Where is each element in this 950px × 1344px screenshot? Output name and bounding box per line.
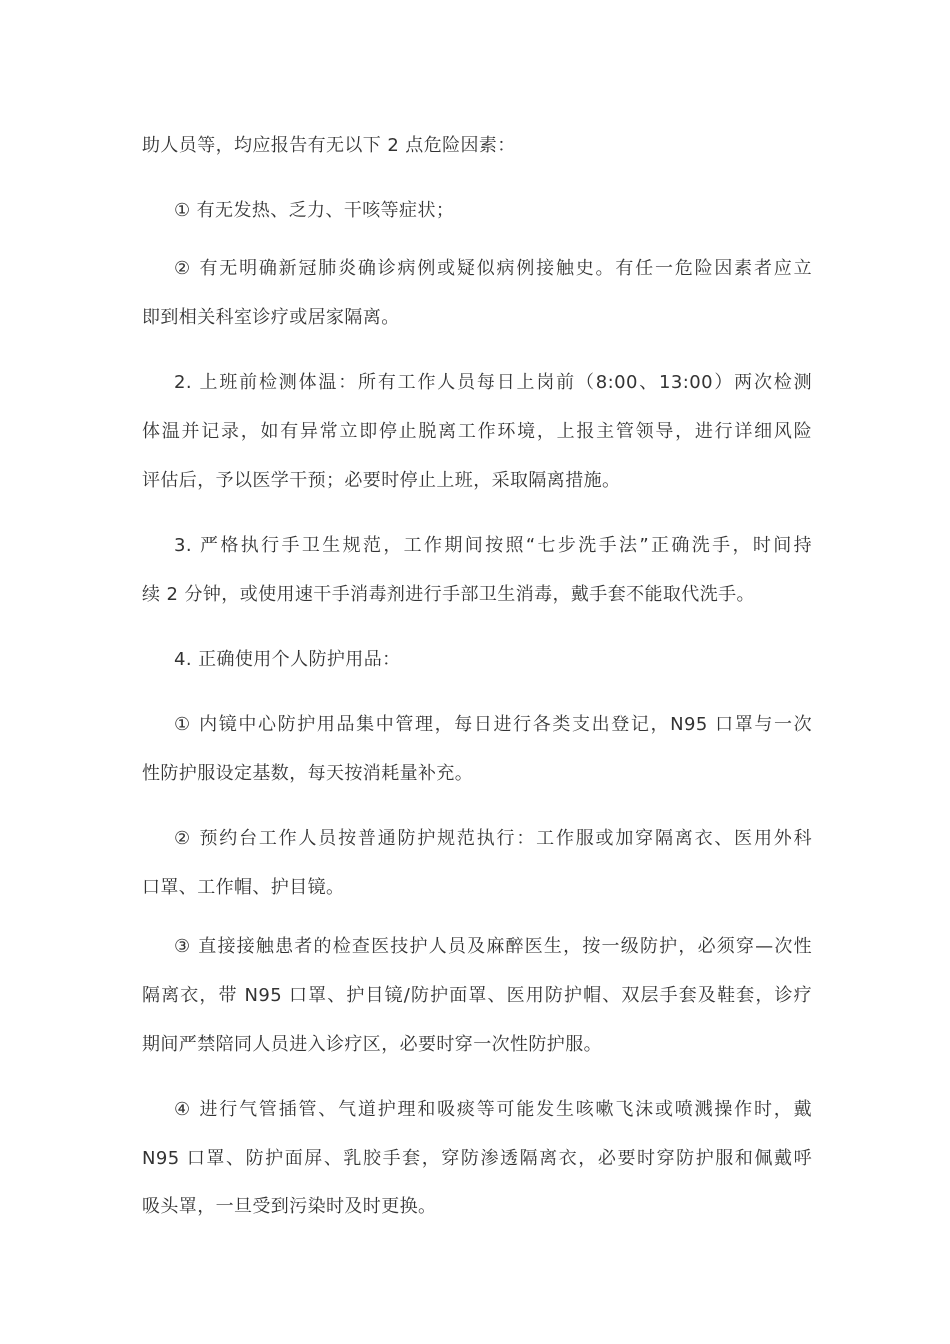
- paragraph-line: 续 2 分钟，或使用速干手消毒剂进行手部卫生消毒，戴手套不能取代洗手。: [142, 584, 755, 605]
- paragraph-line: 4. 正确使用个人防护用品：: [174, 649, 401, 670]
- paragraph-line: 隔离衣，带 N95 口罩、护目镜/防护面罩、医用防护帽、双层手套及鞋套，诊疗: [142, 985, 812, 1006]
- paragraph-line: 体温并记录，如有异常立即停止脱离工作环境，上报主管领导，进行详细风险: [142, 421, 812, 442]
- paragraph-line: ④ 进行气管插管、气道护理和吸痰等可能发生咳嗽飞沫或喷溅操作时，戴: [174, 1099, 812, 1120]
- paragraph-line: 即到相关科室诊疗或居家隔离。: [142, 307, 400, 328]
- paragraph-line: 口罩、工作帽、护目镜。: [142, 877, 345, 898]
- paragraph-line: 评估后，予以医学干预；必要时停止上班，采取隔离措施。: [142, 470, 621, 491]
- paragraph-line: ① 内镜中心防护用品集中管理，每日进行各类支出登记，N95 口罩与一次: [174, 714, 812, 735]
- paragraph-line: 性防护服设定基数，每天按消耗量补充。: [142, 763, 474, 784]
- paragraph-line: ③ 直接接触患者的检查医技护人员及麻醉医生，按一级防护，必须穿—次性: [174, 936, 812, 957]
- paragraph-line: ② 预约台工作人员按普通防护规范执行：工作服或加穿隔离衣、医用外科: [174, 828, 812, 849]
- paragraph-line: 2. 上班前检测体温：所有工作人员每日上岗前（8:00、13:00）两次检测: [174, 372, 812, 393]
- paragraph-line: 3. 严格执行手卫生规范，工作期间按照“七步洗手法”正确洗手，时间持: [174, 535, 812, 556]
- paragraph-line: ② 有无明确新冠肺炎确诊病例或疑似病例接触史。有任一危险因素者应立: [174, 258, 812, 279]
- paragraph-line: 期间严禁陪同人员进入诊疗区，必要时穿一次性防护服。: [142, 1034, 602, 1055]
- paragraph-line: 助人员等，均应报告有无以下 2 点危险因素：: [142, 135, 516, 156]
- paragraph-line: ① 有无发热、乏力、干咳等症状；: [174, 200, 455, 221]
- paragraph-line: 吸头罩，一旦受到污染时及时更换。: [142, 1196, 437, 1217]
- paragraph-line: N95 口罩、防护面屏、乳胶手套，穿防渗透隔离衣，必要时穿防护服和佩戴呼: [142, 1148, 812, 1169]
